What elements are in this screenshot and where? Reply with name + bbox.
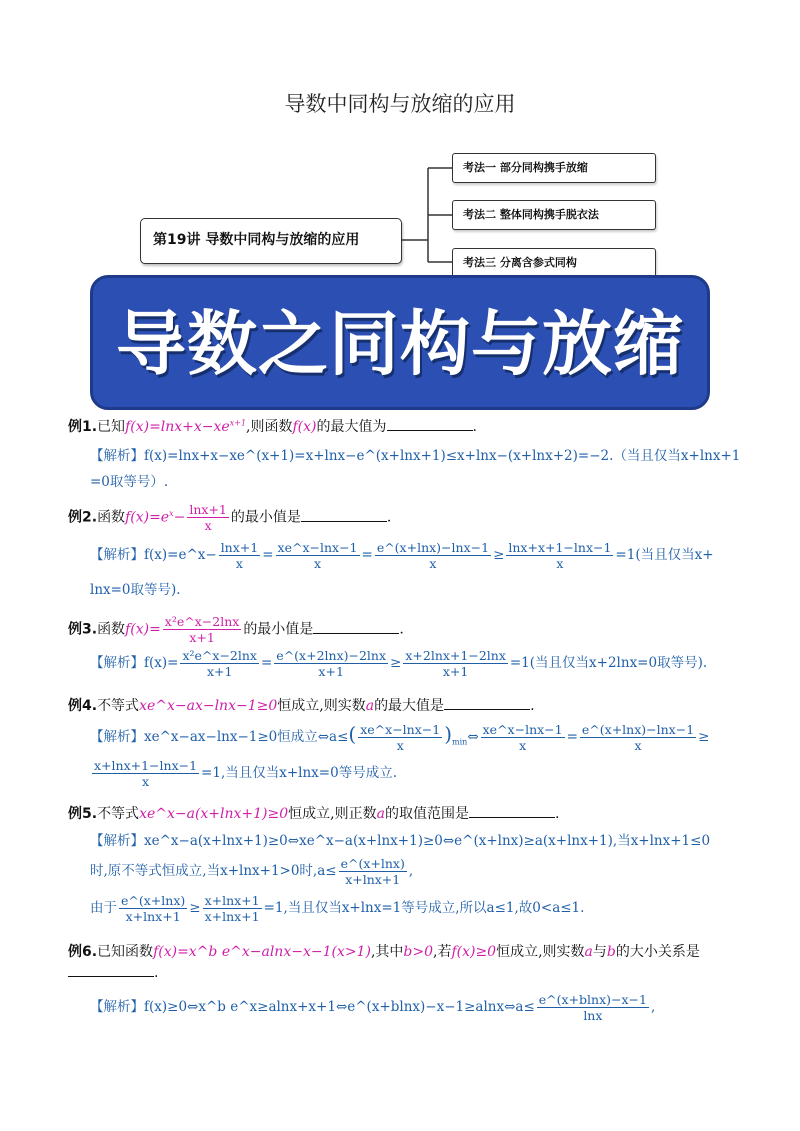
page-title: 导数中同构与放缩的应用 bbox=[284, 92, 516, 116]
answer-blank bbox=[387, 419, 473, 431]
example-5: 例5.不等式xe^x−a(x+lnx+1)≥0恒成立,则正数a的取值范围是 . bbox=[68, 806, 560, 822]
solution-5-line-1: 【解析】xe^x−a(x+lnx+1)≥0⇔xe^x−a(x+lnx+1)≥0⇔e^(x+lnx)≥a(x+lnx+1),当x+lnx+1≤0 bbox=[90, 833, 711, 849]
example-1: 例1.已知$f(x)=\ln x+x-xe^{x+1}$,则函数f(x)的最大值为 . bbox=[68, 418, 477, 435]
answer-blank bbox=[469, 806, 555, 818]
solution-6: 【解析】f(x)≥0⇔x^b e^x≥alnx+x+1⇔e^(x+blnx)−x−1≥alnx⇔a≤ $\frac{e\^{}(x+blnx)-x-1}{\ln x}$ , bbox=[90, 992, 656, 1023]
answer-blank bbox=[301, 510, 387, 522]
mindmap-node-1: 考法一 部分同构携手放缩 bbox=[452, 153, 656, 183]
answer-blank bbox=[313, 622, 399, 634]
solution-4-line-2: $\frac{x+\ln x+1-\ln x-1}{x}$ =1,当且仅当x+lnx=0等号成立. bbox=[94, 758, 397, 789]
example-4: 例4.不等式xe^x−ax−lnx−1≥0恒成立,则实数a的最大值是 . bbox=[68, 698, 535, 714]
solution-1-line-1: 【解析】f(x)=lnx+x−xe^(x+1)=x+lnx−e^(x+lnx+1)≤x+lnx−(x+lnx+2)=−2.（当且仅当x+lnx+1 bbox=[90, 448, 741, 464]
solution-3: 【解析】f(x)= $\frac{\text{x²e\textasciicircum{}x−2lnx}}{x+1}$ = $\frac{e\^{}(x+2\ln x)-2\ln x}{x+1}$ ≥ $\frac{x+2\ln x+1-2\ln x}{x+1}$ =1(当且仅当x+2lnx=0取等号). bbox=[90, 648, 708, 679]
mindmap-node-2: 考法二 整体同构携手脱衣法 bbox=[452, 200, 656, 230]
solution-4-line-1: 【解析】xe^x−ax−lnx−1≥0恒成立⇔a≤( $\frac{xe\^{}x-\ln x-1}{x}$ )$_{min}\Leftrightarrow$ $\frac{xe\^{}x-\ln x-1}{x}$ = $\frac{e\^{}(x+\ln x)-\ln x-1}{x}$ ≥ bbox=[90, 722, 710, 753]
mindmap-connectors bbox=[400, 150, 460, 280]
example-3: 例3.函数f(x)= $\frac{\text{x²e\textasciicircum{}x−2lnx}}{x+1}$ 的最小值是 . bbox=[68, 614, 404, 645]
solution-2-line-1: 【解析】f(x)=e^x− $\frac{\ln x+1}{x}$ = $\frac{xe\^{}x-\ln x-1}{x}$ = $\frac{e\^{}(x+\ln x)-\ln x-1}{x}$ ≥ $\frac{\ln x+x+1-\ln x-1}{x}$ =1(当且仅当x+ bbox=[90, 540, 714, 571]
example-6-blank: . bbox=[68, 965, 158, 981]
mindmap-node-3: 考法三 分离含参式同构 bbox=[452, 248, 656, 278]
answer-blank bbox=[444, 698, 530, 710]
example-2: 例2.函数$f(x)=e^x-$ $\frac{\ln x+1}{x}$ 的最小值是 . bbox=[68, 502, 392, 533]
title-banner: 导数之同构与放缩 bbox=[90, 275, 710, 410]
example-6: 例6.已知函数f(x)=x^b e^x−alnx−x−1(x>1),其中b>0,若f(x)≥0恒成立,则实数a与b的大小关系是 bbox=[68, 944, 700, 960]
solution-2-line-2: lnx=0取等号). bbox=[90, 582, 181, 598]
solution-1-line-2: =0取等号）. bbox=[90, 474, 169, 490]
answer-blank bbox=[68, 965, 154, 977]
solution-5-line-3: 由于 $\frac{e\^{}(x+\ln x)}{x+\ln x+1}$ ≥ $\frac{x+\ln x+1}{x+\ln x+1}$ =1,当且仅当x+lnx=1等号成立,所以a≤1,故0<a≤1. bbox=[90, 893, 585, 924]
mindmap-main-node: 第19讲 导数中同构与放缩的应用 bbox=[140, 218, 402, 264]
solution-5-line-2: 时,原不等式恒成立,当x+lnx+1>0时,a≤ $\frac{e\^{}(x+\ln x)}{x+\ln x+1}$ , bbox=[90, 856, 414, 887]
